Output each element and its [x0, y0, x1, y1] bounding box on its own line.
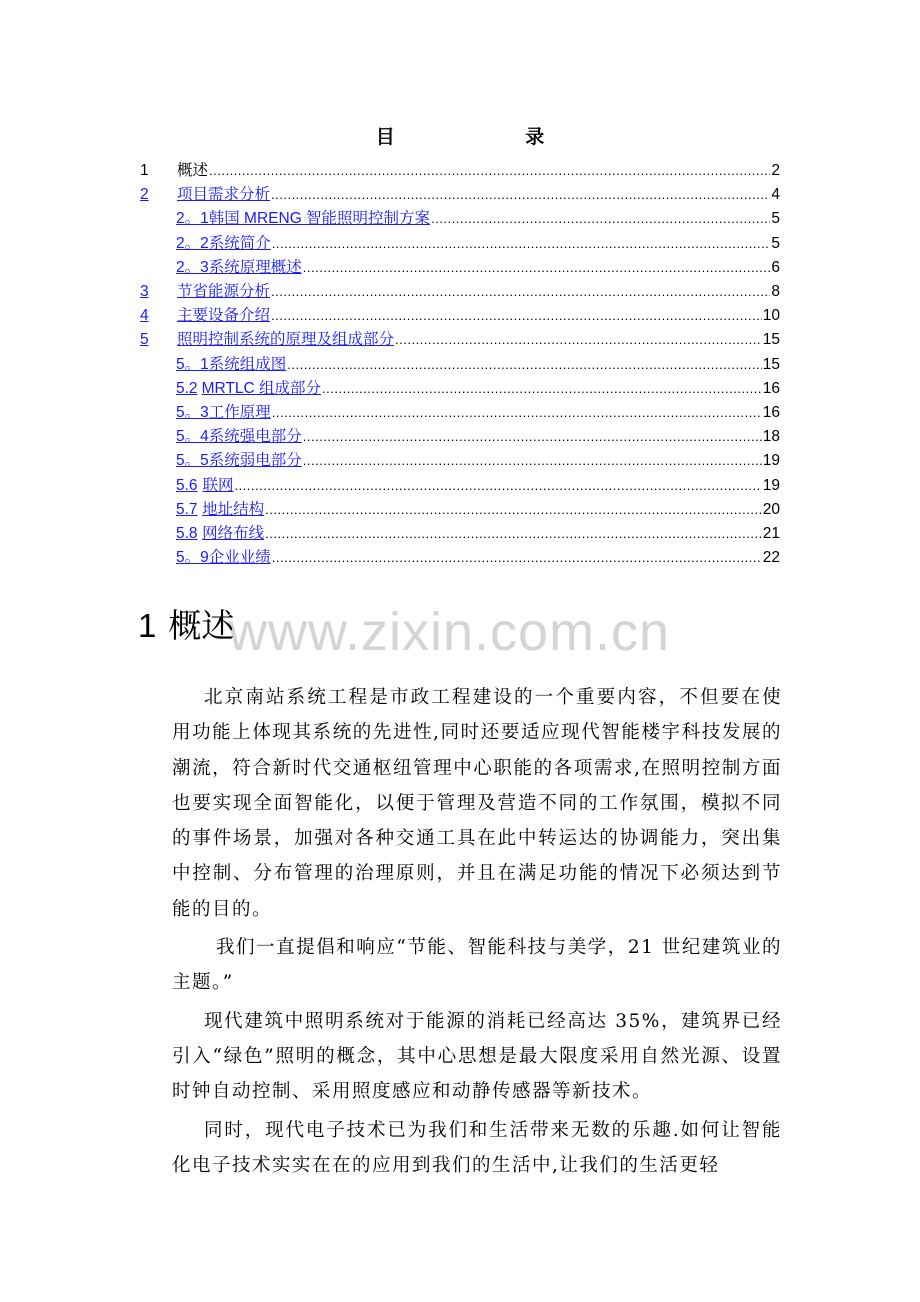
toc-entry-page: 2 [771, 162, 780, 179]
toc-entry-title[interactable]: 照明控制系统的原理及组成部分 [177, 331, 395, 349]
toc-entry-number[interactable]: 5。3 [176, 404, 209, 421]
toc-entry[interactable] [140, 475, 780, 497]
toc-entry[interactable] [140, 354, 780, 376]
toc-leader-dots [395, 329, 762, 351]
toc-entry-page: 5 [771, 210, 780, 228]
toc-entry-title[interactable]: 网络布线 [202, 525, 265, 542]
toc-entry-number[interactable]: 5。5 [176, 452, 209, 470]
toc-leader-dots [265, 523, 762, 545]
toc-entry-page: 16 [762, 379, 780, 397]
paragraph: 北京南站系统工程是市政工程建设的一个重要内容，不但要在使用功能上体现其系统的先进性,同时还要适应现代智能楼宇科技发展的潮流，符合新时代交通枢纽管理中心职能的各项需求,在照明控制方面也要实现全面智能化，以便于管理及营造不同的工作氛围，模拟不同的事件场景，加强对各种交通工具在此中转运达的协调能力，突出集中控制、分布管理的治理原则，并且在满足功能的情况下必须达到节能的目的。 [172, 687, 782, 920]
toc-entry-title[interactable]: 地址结构 [202, 500, 265, 518]
body-text [172, 680, 782, 1186]
section-heading-number: 1 [138, 607, 157, 644]
toc-entry-page: 22 [762, 549, 780, 567]
toc-leader-dots [303, 450, 762, 472]
toc-entry-number[interactable]: 2。2 [176, 234, 209, 252]
toc-entry-title[interactable]: 工作原理 [208, 404, 271, 421]
toc-entry[interactable] [140, 499, 780, 521]
toc-entry-page: 15 [762, 331, 780, 349]
toc-entry-number[interactable]: 5 [140, 331, 149, 349]
toc-entry-number[interactable]: 2 [140, 186, 149, 204]
toc-entry-page: 5 [771, 234, 780, 252]
toc-entry-title[interactable]: 系统简介 [208, 234, 271, 252]
toc-leader-dots [322, 378, 762, 400]
toc-entry-title[interactable]: 系统强电部分 [208, 428, 302, 446]
section-heading-text: 概述 [168, 607, 235, 644]
toc-entry-page: 16 [762, 404, 780, 421]
toc-leader-dots [272, 547, 762, 569]
toc-entry[interactable] [140, 402, 780, 424]
toc-entry-title[interactable]: 企业业绩 [208, 549, 271, 567]
toc-leader-dots [272, 233, 771, 255]
toc-entry-number[interactable]: 3 [140, 283, 149, 300]
toc-entry-page: 19 [762, 476, 780, 494]
watermark: www.zixin.com.cn [228, 602, 671, 662]
toc-entry-page: 8 [771, 283, 780, 300]
toc-entry-title: 概述 [177, 162, 209, 179]
toc-leader-dots [271, 184, 770, 206]
toc-entry-number[interactable]: 5.2 [176, 379, 198, 397]
toc-entry[interactable] [140, 281, 780, 303]
toc-entry-title[interactable]: 主要设备介绍 [177, 307, 271, 325]
toc-entry-title[interactable]: MRTLC 组成部分 [201, 379, 322, 397]
toc-entry-title[interactable]: 韩国 MRENG 智能照明控制方案 [208, 210, 431, 228]
toc-entry-page: 19 [762, 452, 780, 470]
toc-entry-page: 21 [762, 525, 780, 542]
toc-entry-number[interactable]: 5.8 [176, 525, 198, 542]
toc-entry[interactable] [140, 305, 780, 327]
toc-title: 目 录 [375, 126, 607, 148]
toc-entry-page: 10 [762, 307, 780, 325]
toc-leader-dots [209, 160, 770, 182]
toc-leader-dots [431, 208, 770, 230]
toc-entry[interactable] [140, 426, 780, 448]
toc-entry-number[interactable]: 5。9 [176, 549, 209, 567]
toc-leader-dots [265, 499, 762, 521]
toc-leader-dots [303, 257, 771, 279]
toc-entry-number[interactable]: 5。4 [176, 428, 209, 446]
toc-entry[interactable] [140, 257, 780, 279]
toc-entry-number[interactable]: 5.7 [176, 500, 198, 518]
toc-entry-title[interactable]: 系统组成图 [208, 355, 287, 373]
toc-entry-title[interactable]: 系统弱电部分 [208, 452, 302, 470]
toc-entry-number[interactable]: 2。1 [176, 210, 209, 228]
toc-entry-page: 6 [771, 258, 780, 276]
toc-entry[interactable] [140, 233, 780, 255]
toc-leader-dots [287, 354, 761, 376]
paragraph: 我们一直提倡和响应“节能、智能科技与美学，21 世纪建筑业的主题。” [172, 937, 782, 994]
toc-entry-page: 20 [762, 500, 780, 518]
toc-leader-dots [272, 402, 762, 424]
toc-entry[interactable] [140, 523, 780, 545]
toc-entry[interactable] [140, 329, 780, 351]
toc-entry [140, 160, 780, 182]
toc-entry-title[interactable]: 系统原理概述 [208, 258, 302, 276]
toc-entry[interactable] [140, 184, 780, 206]
paragraph: 同时，现代电子技术已为我们和生活带来无数的乐趣.如何让智能化电子技术实实在在的应用到我们的生活中,让我们的生活更轻 [172, 1119, 782, 1176]
toc-entry-page: 4 [771, 186, 780, 204]
paragraph: 现代建筑中照明系统对于能源的消耗已经高达 35%，建筑界已经引入“绿色”照明的概念，其中心思想是最大限度采用自然光源、设置时钟自动控制、采用照度感应和动静传感器等新技术。 [172, 1010, 782, 1103]
toc-leader-dots [271, 305, 762, 327]
section-heading [138, 600, 234, 652]
toc-entry-number[interactable]: 2。3 [176, 258, 209, 276]
toc-entry-number[interactable]: 5。1 [176, 355, 209, 373]
toc-entry-number: 1 [140, 162, 149, 179]
toc-leader-dots [234, 475, 761, 497]
toc-entry-number[interactable]: 4 [140, 307, 149, 325]
toc-entry[interactable] [140, 450, 780, 472]
toc-entry[interactable] [140, 378, 780, 400]
toc-entry-title[interactable]: 项目需求分析 [177, 186, 271, 204]
toc-entry-title[interactable]: 联网 [202, 476, 234, 494]
toc-leader-dots [271, 281, 770, 303]
toc-entry-title[interactable]: 节省能源分析 [177, 283, 271, 300]
toc-entry[interactable] [140, 547, 780, 569]
toc-entry[interactable] [140, 208, 780, 230]
toc-entry-number[interactable]: 5.6 [176, 476, 198, 494]
toc-entry-page: 18 [762, 428, 780, 446]
toc-entry-page: 15 [762, 355, 780, 373]
toc-leader-dots [303, 426, 762, 448]
